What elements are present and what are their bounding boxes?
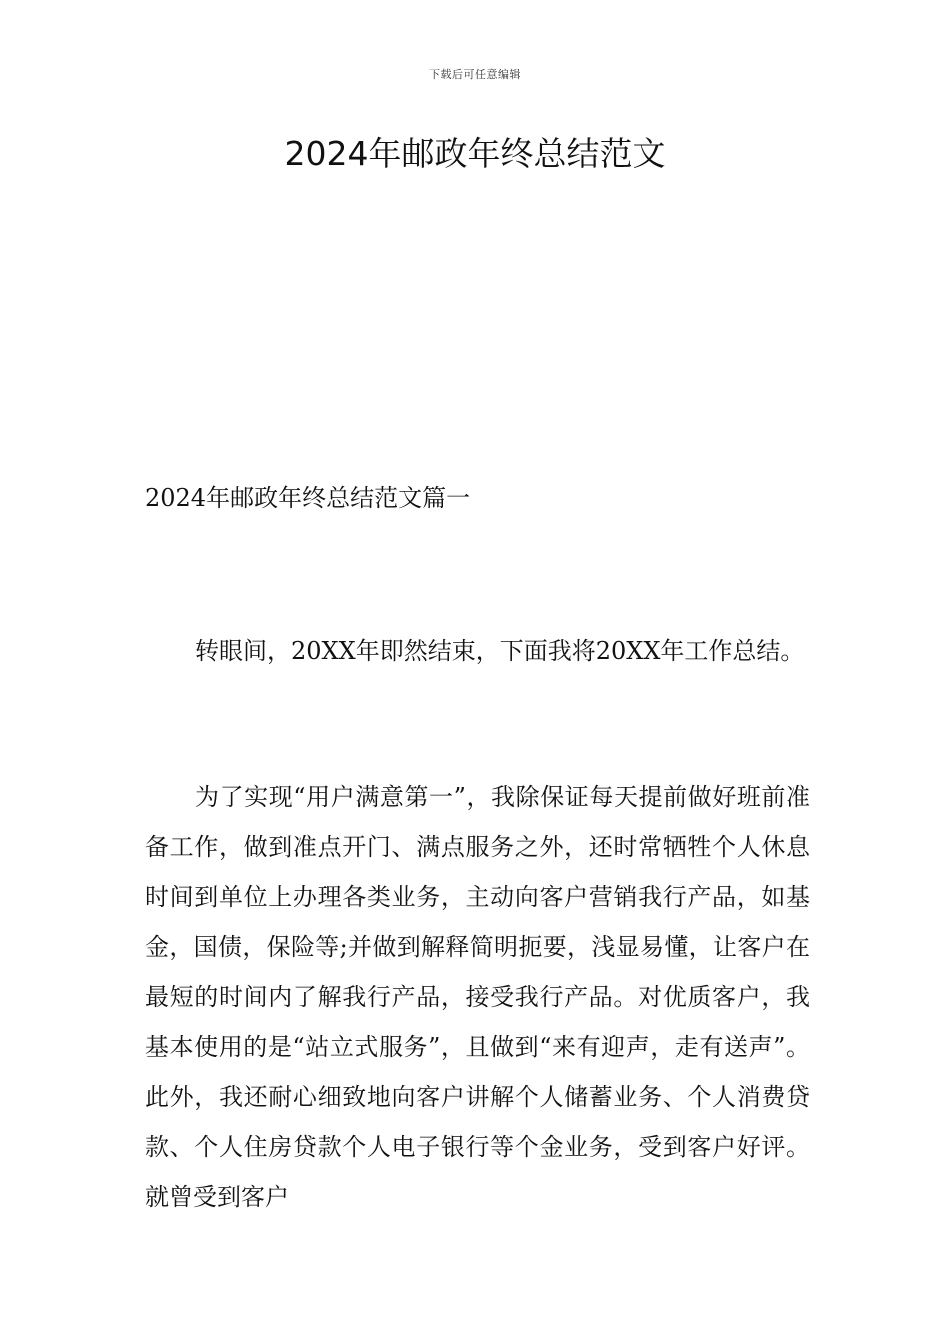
document-title: 2024年邮政年终总结范文 (284, 134, 666, 173)
paragraph-service: 为了实现“用户满意第一”，我除保证每天提前做好班前准备工作，做到准点开门、满点服务之外，还时常牺牲个人休息时间到单位上办理各类业务，主动向客户营销我行产品，如基金，国债，保险等;并做到解释简明扼要，浅显易懂，让客户在最短的时间内了解我行产品，接受我行产品。对优质客户，我基本使用的是“站立式服务”，且做到“来有迎声，走有送声”。此外，我还耐心细致地向客户讲解个人储蓄业务、个人消费贷款、个人住房贷款个人电子银行等个金业务，受到客户好评。就曾受到客户 (145, 783, 810, 1211)
paragraph-intro: 转眼间，20XX年即然结束，下面我将20XX年工作总结。 (195, 637, 805, 665)
header-note: 下载后可任意编辑 (429, 68, 521, 81)
section-heading: 2024年邮政年终总结范文篇一 (145, 484, 471, 512)
